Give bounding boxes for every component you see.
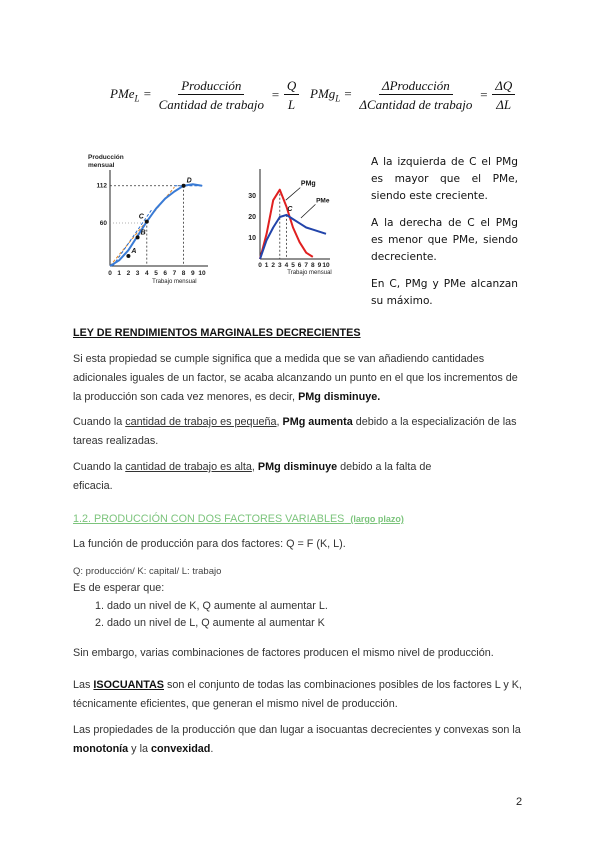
y-axis-label: Producción (88, 154, 124, 161)
x-tick-label: 2 (126, 270, 131, 277)
pme-numerator: Producción (178, 78, 244, 95)
pme-denominator: Cantidad de trabajo (158, 97, 265, 112)
side-note: En C, PMg y PMe alcanzan su máximo. (371, 278, 518, 307)
section-heading (73, 513, 404, 525)
x-tick-label: 0 (108, 270, 112, 277)
x-tick-label: 1 (264, 262, 269, 269)
iso-post: son el conjunto de todas las combinaciones posibles de los factores L y K, técnicamente eficientes, que generan el mismo nivel de producción. (73, 679, 522, 710)
expectations-list (73, 598, 328, 632)
point-label: A (131, 247, 137, 255)
x-tick-label: 8 (181, 270, 186, 277)
ley-p2-pre: Cuando la (73, 416, 126, 428)
ley-p3-pre: Cuando la (73, 461, 126, 473)
ley-p3-mid: , (251, 461, 258, 473)
series-label: PMe (316, 197, 330, 205)
y-axis-label: mensual (88, 162, 115, 169)
sin-embargo-text: Sin embargo, varias combinaciones de factores producen el mismo nivel de producción. (73, 647, 494, 659)
average-marginal-product-chart (238, 165, 366, 280)
pme-subscript: L (134, 93, 140, 104)
x-tick-label: 3 (135, 270, 140, 277)
label-arrow (286, 188, 301, 201)
x-tick-label: 7 (304, 262, 309, 269)
y-tick-label: 20 (248, 214, 256, 221)
production-function: La función de producción para dos factores: Q = F (K, L). (73, 538, 346, 550)
ley-p2-underline: cantidad de trabajo es pequeña (125, 416, 277, 428)
x-axis-label: Trabajo mensual (152, 279, 197, 285)
x-tick-label: 4 (144, 270, 149, 277)
pmg-numerator: ΔProducción (379, 78, 453, 95)
section-title: 1.2. PRODUCCIÓN CON DOS FACTORES VARIABLES (73, 513, 345, 525)
x-tick-label: 9 (190, 270, 195, 277)
pmg-symbol: PMg (310, 86, 336, 102)
prop-post: . (210, 743, 214, 755)
x-tick-label: 4 (284, 262, 289, 269)
x-tick-label: 2 (271, 262, 276, 269)
curve-point (126, 254, 130, 258)
ley-heading: LEY DE RENDIMIENTOS MARGINALES DECRECIENTES (73, 327, 361, 339)
x-tick-label: 8 (310, 262, 315, 269)
ley-paragraph-3 (73, 458, 528, 496)
pme-denominator-2: L (287, 97, 296, 112)
expect-text: Es de esperar que: (73, 582, 165, 594)
x-tick-label: 10 (322, 262, 330, 269)
ley-p3-post: debido a la falta de (337, 461, 432, 473)
tangent-line (113, 210, 152, 266)
pmg-formula: PMg$_L$ = $\frac{\text{ΔProducción}}{\text{ΔCantidad de trabajo}}$ = $\frac{\Delta Q}{\Delta L}$ (310, 78, 515, 112)
point-label: C (287, 205, 293, 213)
ley-p1-bold: PMg disminuye. (298, 391, 381, 403)
pme-formula: PMe$_L$ = $\frac{\text{Producción}}{\text{Cantidad de trabajo}}$ = $\frac{Q}{L}$ (110, 78, 299, 112)
label-arrow (301, 204, 316, 218)
ley-p2-post: debido a la especialización de las tareas realizadas. (73, 416, 517, 447)
properties-paragraph (73, 721, 528, 759)
prop-monotonia: monotonía (73, 743, 129, 755)
iso-pre: Las (73, 679, 94, 691)
iso-term: ISOCUANTAS (93, 679, 165, 691)
y-tick-label: 60 (99, 220, 107, 227)
x-axis-label: Trabajo mensual (287, 270, 332, 276)
curve-point (182, 184, 186, 188)
ley-p1-text: Si esta propiedad se cumple significa que a medida que se van añadiendo cantidades adicionales iguales de un factor, se acaba alcanzando un punto en el que los incrementos de la producción son cada vez menores, es decir, (73, 353, 518, 403)
ley-p3-bold: PMg disminuye (257, 461, 338, 473)
x-tick-label: 5 (291, 262, 295, 269)
pme-symbol: PMe (110, 86, 135, 102)
page-number: 2 (516, 796, 523, 808)
isocuantas-paragraph (73, 676, 528, 714)
y-tick-label: 112 (96, 182, 107, 190)
y-tick-label: 30 (248, 193, 256, 200)
point-label: C (138, 213, 144, 221)
prop-pre: Las propiedades de la producción que dan lugar a isocuantas decrecientes y convexas son la (73, 724, 521, 736)
ley-paragraph-1 (73, 350, 528, 407)
series-label: PMg (300, 180, 316, 188)
pme-numerator-2: Q (284, 78, 299, 95)
side-notes (371, 154, 518, 320)
curve-point (145, 220, 149, 224)
section-title-small: (largo plazo) (350, 514, 404, 524)
pmg-denominator: ΔCantidad de trabajo (359, 97, 473, 112)
ley-p2-mid: , (276, 416, 283, 428)
x-tick-label: 7 (172, 270, 177, 277)
curve-point (136, 235, 140, 239)
ley-paragraph-2 (73, 413, 528, 451)
x-tick-label: 0 (258, 262, 262, 269)
production-curve (110, 184, 202, 266)
prop-mid: y la (128, 743, 151, 755)
y-tick-label: 10 (248, 235, 256, 242)
side-note: A la izquierda de C el PMg es mayor que el PMe, siendo este creciente. (371, 156, 518, 202)
ley-p3-underline: cantidad de trabajo es alta (125, 461, 252, 473)
list-item: 2. dado un nivel de L, Q aumente al aumentar K (107, 615, 328, 632)
prop-convexidad: convexidad (151, 743, 211, 755)
x-tick-label: 10 (198, 270, 206, 277)
variables-legend: Q: producción/ K: capital/ L: trabajo (73, 566, 222, 577)
pmg-numerator-2: ΔQ (492, 78, 515, 95)
pmg-denominator-2: ΔL (496, 97, 512, 112)
x-tick-label: 9 (317, 262, 322, 269)
side-note: A la derecha de C el PMg es menor que PMe, siendo decreciente. (371, 217, 518, 263)
pmg-subscript: L (335, 93, 341, 104)
x-tick-label: 1 (117, 270, 122, 277)
x-tick-label: 5 (154, 270, 158, 277)
list-item: 1. dado un nivel de K, Q aumente al aumentar L. (107, 598, 328, 615)
x-tick-label: 6 (297, 262, 302, 269)
x-tick-label: 3 (277, 262, 282, 269)
x-tick-label: 6 (163, 270, 168, 277)
point-label: B (140, 229, 146, 237)
point-label: D (186, 177, 192, 185)
ley-p2-bold: PMg aumenta (282, 416, 353, 428)
total-product-chart (80, 150, 215, 285)
ley-p3-line2: eficacia. (73, 480, 113, 492)
